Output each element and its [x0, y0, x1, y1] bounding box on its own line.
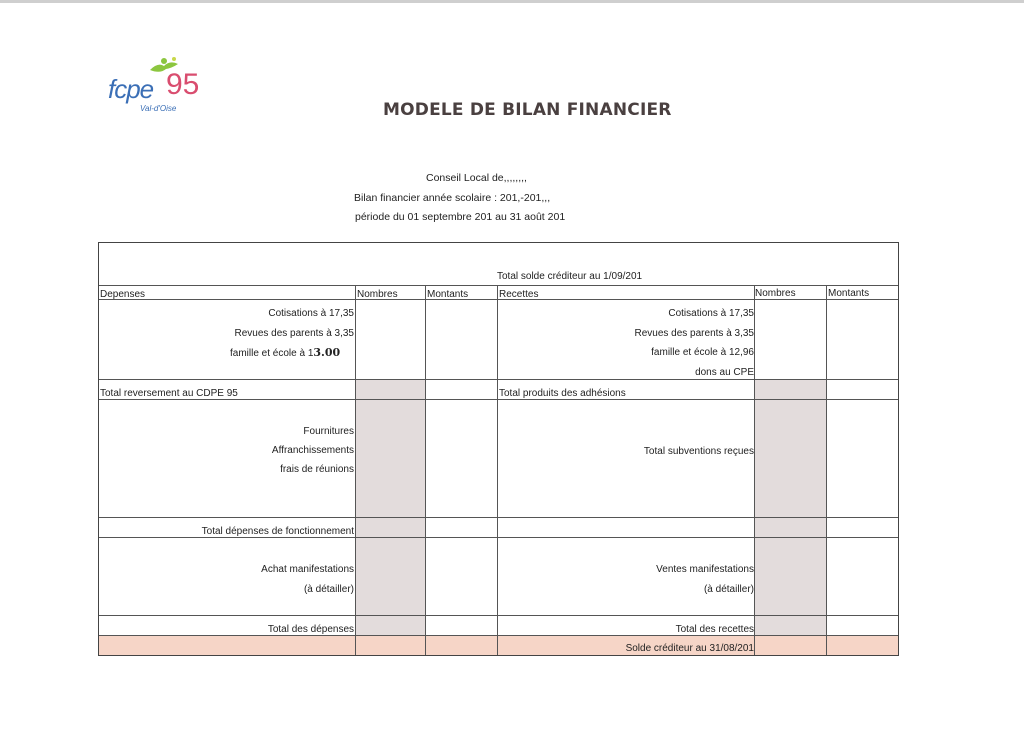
left-nombres-header: Nombres [357, 289, 398, 300]
total-depenses: Total des dépenses [267, 624, 354, 635]
total-reversement: Total reversement au CDPE 95 [100, 388, 238, 399]
right-cotisations: Cotisations à 17,35 [668, 308, 754, 319]
ventes-detail: (à détailler) [703, 584, 754, 595]
fcpe-logo [108, 56, 208, 120]
logo-subtitle: Val-d'Oise [140, 104, 177, 113]
recettes-header: Recettes [499, 289, 539, 300]
bilan-table [98, 242, 899, 656]
scan-edge [0, 0, 1024, 3]
logo-number: 95 [166, 68, 200, 101]
total-fonctionnement: Total dépenses de fonctionnement [201, 526, 354, 537]
annee-scolaire: Bilan financier année scolaire : 201,-201,,, [354, 192, 551, 204]
left-montants-header: Montants [427, 289, 469, 300]
left-cotisations: Cotisations à 17,35 [268, 308, 354, 319]
ventes-manifestations: Ventes manifestations [656, 564, 754, 575]
left-famille-ecole [230, 347, 340, 360]
shade-right-nombres [754, 379, 826, 635]
logo-text: fcpe [108, 74, 154, 104]
document-title: MODELE DE BILAN FINANCIER [383, 100, 672, 120]
achat-detail: (à détailler) [303, 584, 354, 595]
left-revues: Revues des parents à 3,35 [234, 328, 354, 339]
achat-manifestations: Achat manifestations [261, 564, 354, 575]
conseil-local: Conseil Local de,,,,,,,, [426, 172, 527, 184]
solde-final-row [99, 636, 898, 655]
depenses-header: Depenses [100, 289, 146, 300]
shade-left-nombres [355, 379, 425, 635]
total-recettes: Total des recettes [675, 624, 754, 635]
affranchissements: Affranchissements [271, 445, 354, 456]
right-montants-header: Montants [828, 288, 870, 299]
solde-final: Solde créditeur au 31/08/201 [625, 643, 754, 654]
solde-initial: Total solde créditeur au 1/09/201 [497, 271, 643, 282]
handwritten-correction: 3.00 [313, 346, 341, 359]
fournitures: Fournitures [303, 426, 354, 437]
periode: période du 01 septembre 201 au 31 août 201 [355, 211, 566, 223]
right-nombres-header: Nombres [755, 288, 796, 299]
right-dons-cpe: dons au CPE [695, 367, 754, 378]
total-subventions: Total subventions reçues [643, 446, 754, 457]
right-famille-ecole: famille et école à 12,96 [651, 347, 754, 358]
left-famille-ecole-label: famille et école à 1 [230, 348, 314, 359]
frais-reunions: frais de réunions [280, 464, 354, 475]
total-produits: Total produits des adhésions [499, 388, 626, 399]
right-revues: Revues des parents à 3,35 [634, 328, 754, 339]
